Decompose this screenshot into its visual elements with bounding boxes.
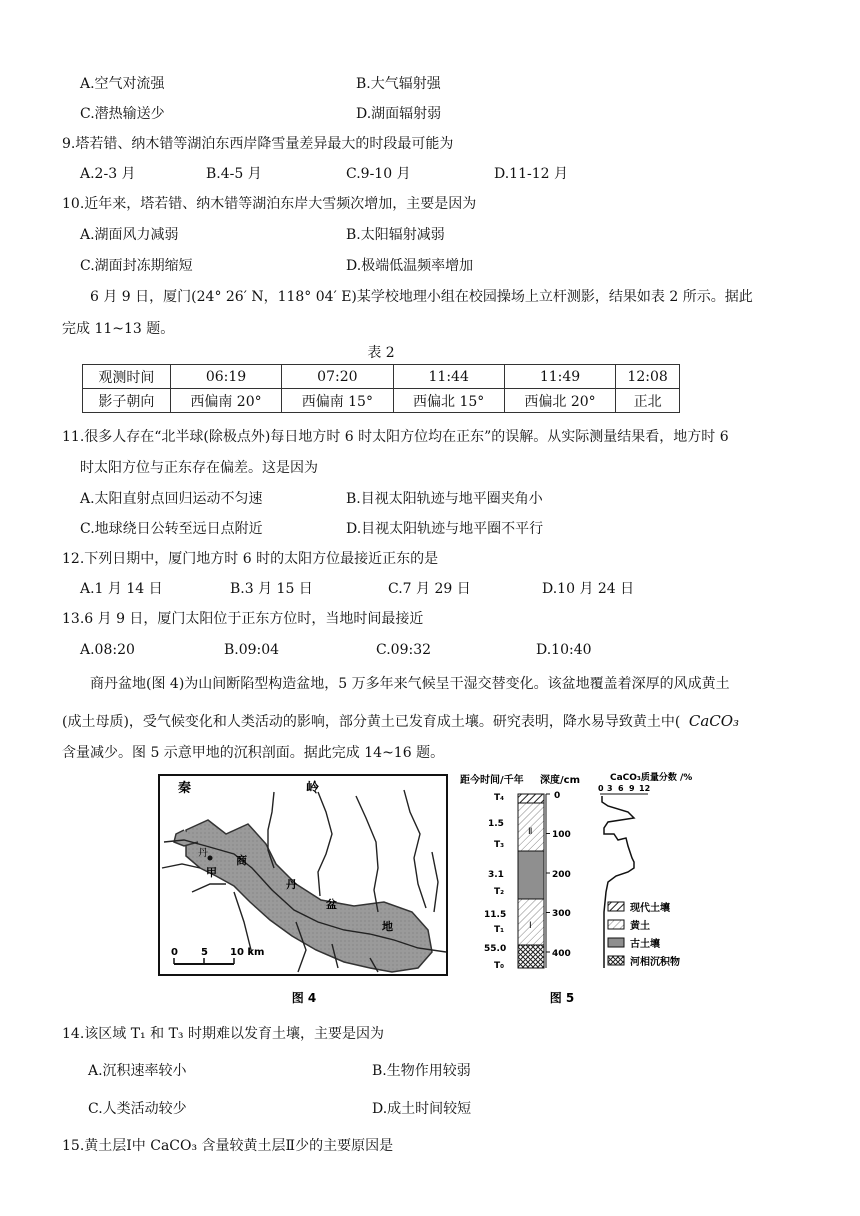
table-cell: 11:49 xyxy=(504,365,615,389)
svg-text:0: 0 xyxy=(598,784,604,793)
q11-stem-line1: 11.很多人存在“北半球(除极点外)每日地方时 6 时太阳方位均在正东”的误解。从实际测量结果看，地方时 6 xyxy=(62,429,729,445)
table-cell: 06:19 xyxy=(170,365,281,389)
figure-5-caption: 图 5 xyxy=(549,991,575,1005)
q9-option-d[interactable]: D.11-12 月 xyxy=(494,166,568,182)
svg-text:9: 9 xyxy=(629,784,635,793)
figure-5-profile xyxy=(458,772,708,1012)
layer-mark-ii: Ⅱ xyxy=(528,827,533,837)
svg-text:6: 6 xyxy=(618,784,624,793)
svg-text:T₂: T₂ xyxy=(494,887,505,897)
intro1-line2: 完成 11~13 题。 xyxy=(62,321,175,337)
intro2-line3: 含量减少。图 5 示意甲地的沉积剖面。据此完成 14~16 题。 xyxy=(62,745,445,761)
svg-text:0: 0 xyxy=(554,791,561,801)
q14-option-c[interactable]: C.人类活动较少 xyxy=(88,1101,187,1117)
table-cell: 观测时间 xyxy=(83,365,171,389)
svg-text:3: 3 xyxy=(607,784,613,793)
q9-option-b[interactable]: B.4-5 月 xyxy=(206,166,262,182)
table-cell: 西偏南 15° xyxy=(282,389,393,413)
q13-option-d[interactable]: D.10:40 xyxy=(536,642,592,658)
q14-stem: 14.该区域 T₁ 和 T₃ 时期难以发育土壤，主要是因为 xyxy=(62,1026,384,1042)
table-cell: 西偏北 20° xyxy=(504,389,615,413)
svg-text:0: 0 xyxy=(171,947,178,958)
svg-text:12: 12 xyxy=(639,784,651,793)
q13-option-b[interactable]: B.09:04 xyxy=(224,642,280,658)
svg-text:5: 5 xyxy=(201,947,208,958)
map-basin-char-4: 地 xyxy=(382,920,393,933)
table2-caption: 表 2 xyxy=(367,345,395,361)
figure-4-caption: 图 4 xyxy=(291,991,317,1005)
svg-text:200: 200 xyxy=(552,870,571,880)
table-cell: 影子朝向 xyxy=(83,389,171,413)
q11-option-a[interactable]: A.太阳直射点回归运动不匀速 xyxy=(80,491,263,507)
intro2-line2-text: (成土母质)，受气候变化和人类活动的影响，部分黄土已发育成土壤。研究表明，降水易导致黄土中( xyxy=(62,714,681,730)
svg-text:400: 400 xyxy=(552,949,571,959)
map-label-qin: 秦 xyxy=(178,781,192,796)
q10-option-b[interactable]: B.太阳辐射减弱 xyxy=(346,227,445,243)
table-2 xyxy=(82,364,680,413)
layer-fluvial xyxy=(518,945,544,968)
q11-option-d[interactable]: D.目视太阳轨迹与地平圈不平行 xyxy=(346,521,544,537)
profile-col-caco3: CaCO₃质量分数 /% xyxy=(610,773,693,783)
svg-text:T₃: T₃ xyxy=(494,840,505,850)
q15-stem: 15.黄土层Ⅰ中 CaCO₃ 含量较黄土层Ⅱ少的主要原因是 xyxy=(62,1138,394,1154)
layer-mark-i: Ⅰ xyxy=(529,921,532,931)
q9-option-c[interactable]: C.9-10 月 xyxy=(346,166,411,182)
map-label-jia: 甲 xyxy=(206,866,217,879)
profile-caco3-axis xyxy=(598,784,650,794)
intro2-formula: CaCO₃ xyxy=(688,712,740,730)
layer-modern-soil xyxy=(518,794,544,803)
profile-col-depth: 深度/cm xyxy=(540,775,580,786)
q10-option-c[interactable]: C.湖面封冻期缩短 xyxy=(80,258,193,274)
table-cell: 正北 xyxy=(616,389,680,413)
q12-stem: 12.下列日期中，厦门地方时 6 时的太阳方位最接近正东的是 xyxy=(62,551,439,567)
q8-option-b[interactable]: B.大气辐射强 xyxy=(356,76,441,92)
table-row xyxy=(83,365,680,389)
q13-option-c[interactable]: C.09:32 xyxy=(376,642,432,658)
q8-option-c[interactable]: C.潜热输送少 xyxy=(80,106,165,122)
svg-text:10 km: 10 km xyxy=(230,947,265,958)
map-basin-char-2: 丹 xyxy=(286,878,297,891)
svg-text:现代土壤: 现代土壤 xyxy=(630,903,670,914)
svg-text:55.0: 55.0 xyxy=(484,944,507,954)
intro1-line1: 6 月 9 日，厦门(24° 26′ N，118° 04′ E)某学校地理小组在校园操场上立杆测影，结果如表 2 所示。据此 xyxy=(90,289,753,305)
svg-text:100: 100 xyxy=(552,830,571,840)
q10-option-d[interactable]: D.极端低温频率增加 xyxy=(346,258,474,274)
q8-option-d[interactable]: D.湖面辐射弱 xyxy=(356,106,442,122)
q11-option-c[interactable]: C.地球绕日公转至远日点附近 xyxy=(80,521,263,537)
q10-option-a[interactable]: A.湖面风力减弱 xyxy=(80,227,179,243)
map-point-jia xyxy=(208,856,213,861)
intro2-line1: 商丹盆地(图 4)为山间断陷型构造盆地，5 万多年来气候呈干湿交替变化。该盆地覆盖着深厚的风成黄土 xyxy=(90,676,730,692)
q11-option-b[interactable]: B.目视太阳轨迹与地平圈夹角小 xyxy=(346,491,543,507)
profile-legend xyxy=(608,901,680,968)
map-basin-char-1: 商 xyxy=(236,854,247,867)
svg-text:T₁: T₁ xyxy=(494,925,505,935)
profile-column xyxy=(518,794,544,968)
table-row xyxy=(83,389,680,413)
map-town-dan: 丹 xyxy=(198,848,208,859)
figure-4-map xyxy=(156,772,452,1012)
map-basin-char-3: 盆 xyxy=(326,898,337,911)
q13-option-a[interactable]: A.08:20 xyxy=(80,642,135,658)
q9-option-a[interactable]: A.2-3 月 xyxy=(80,166,136,182)
q11-stem-line2: 时太阳方位与正东存在偏差。这是因为 xyxy=(80,460,318,476)
svg-text:T₄: T₄ xyxy=(494,793,505,803)
q10-stem: 10.近年来，塔若错、纳木错等湖泊东岸大雪频次增加，主要是因为 xyxy=(62,196,477,212)
layer-paleosol xyxy=(518,851,544,899)
profile-col-time: 距今时间/千年 xyxy=(460,775,524,786)
svg-text:河相沉积物: 河相沉积物 xyxy=(630,957,680,968)
q12-option-c[interactable]: C.7 月 29 日 xyxy=(388,581,471,597)
intro2-line2 xyxy=(62,712,739,731)
table-cell: 11:44 xyxy=(393,365,504,389)
q14-option-b[interactable]: B.生物作用较弱 xyxy=(372,1063,471,1079)
svg-text:T₀: T₀ xyxy=(494,961,505,971)
table-cell: 12:08 xyxy=(616,365,680,389)
svg-text:11.5: 11.5 xyxy=(484,910,507,920)
q12-option-b[interactable]: B.3 月 15 日 xyxy=(230,581,313,597)
map-label-ling: 岭 xyxy=(306,781,320,796)
q14-option-d[interactable]: D.成土时间较短 xyxy=(372,1101,472,1117)
q12-option-d[interactable]: D.10 月 24 日 xyxy=(542,581,635,597)
svg-text:1.5: 1.5 xyxy=(488,819,504,829)
profile-time-labels xyxy=(484,793,506,971)
profile-depth-axis xyxy=(546,791,571,968)
q13-stem: 13.6 月 9 日，厦门太阳位于正东方位时，当地时间最接近 xyxy=(62,611,424,627)
q14-option-a[interactable]: A.沉积速率较小 xyxy=(88,1063,187,1079)
q8-option-a[interactable]: A.空气对流强 xyxy=(80,76,165,92)
svg-text:3.1: 3.1 xyxy=(488,870,504,880)
svg-text:黄土: 黄土 xyxy=(630,921,650,932)
table-cell: 西偏南 20° xyxy=(170,389,281,413)
q9-stem: 9.塔若错、纳木错等湖泊东西岸降雪量差异最大的时段最可能为 xyxy=(62,136,454,152)
svg-text:古土壤: 古土壤 xyxy=(630,939,660,950)
table-cell: 西偏北 15° xyxy=(393,389,504,413)
q12-option-a[interactable]: A.1 月 14 日 xyxy=(80,581,163,597)
table-cell: 07:20 xyxy=(282,365,393,389)
svg-text:300: 300 xyxy=(552,909,571,919)
